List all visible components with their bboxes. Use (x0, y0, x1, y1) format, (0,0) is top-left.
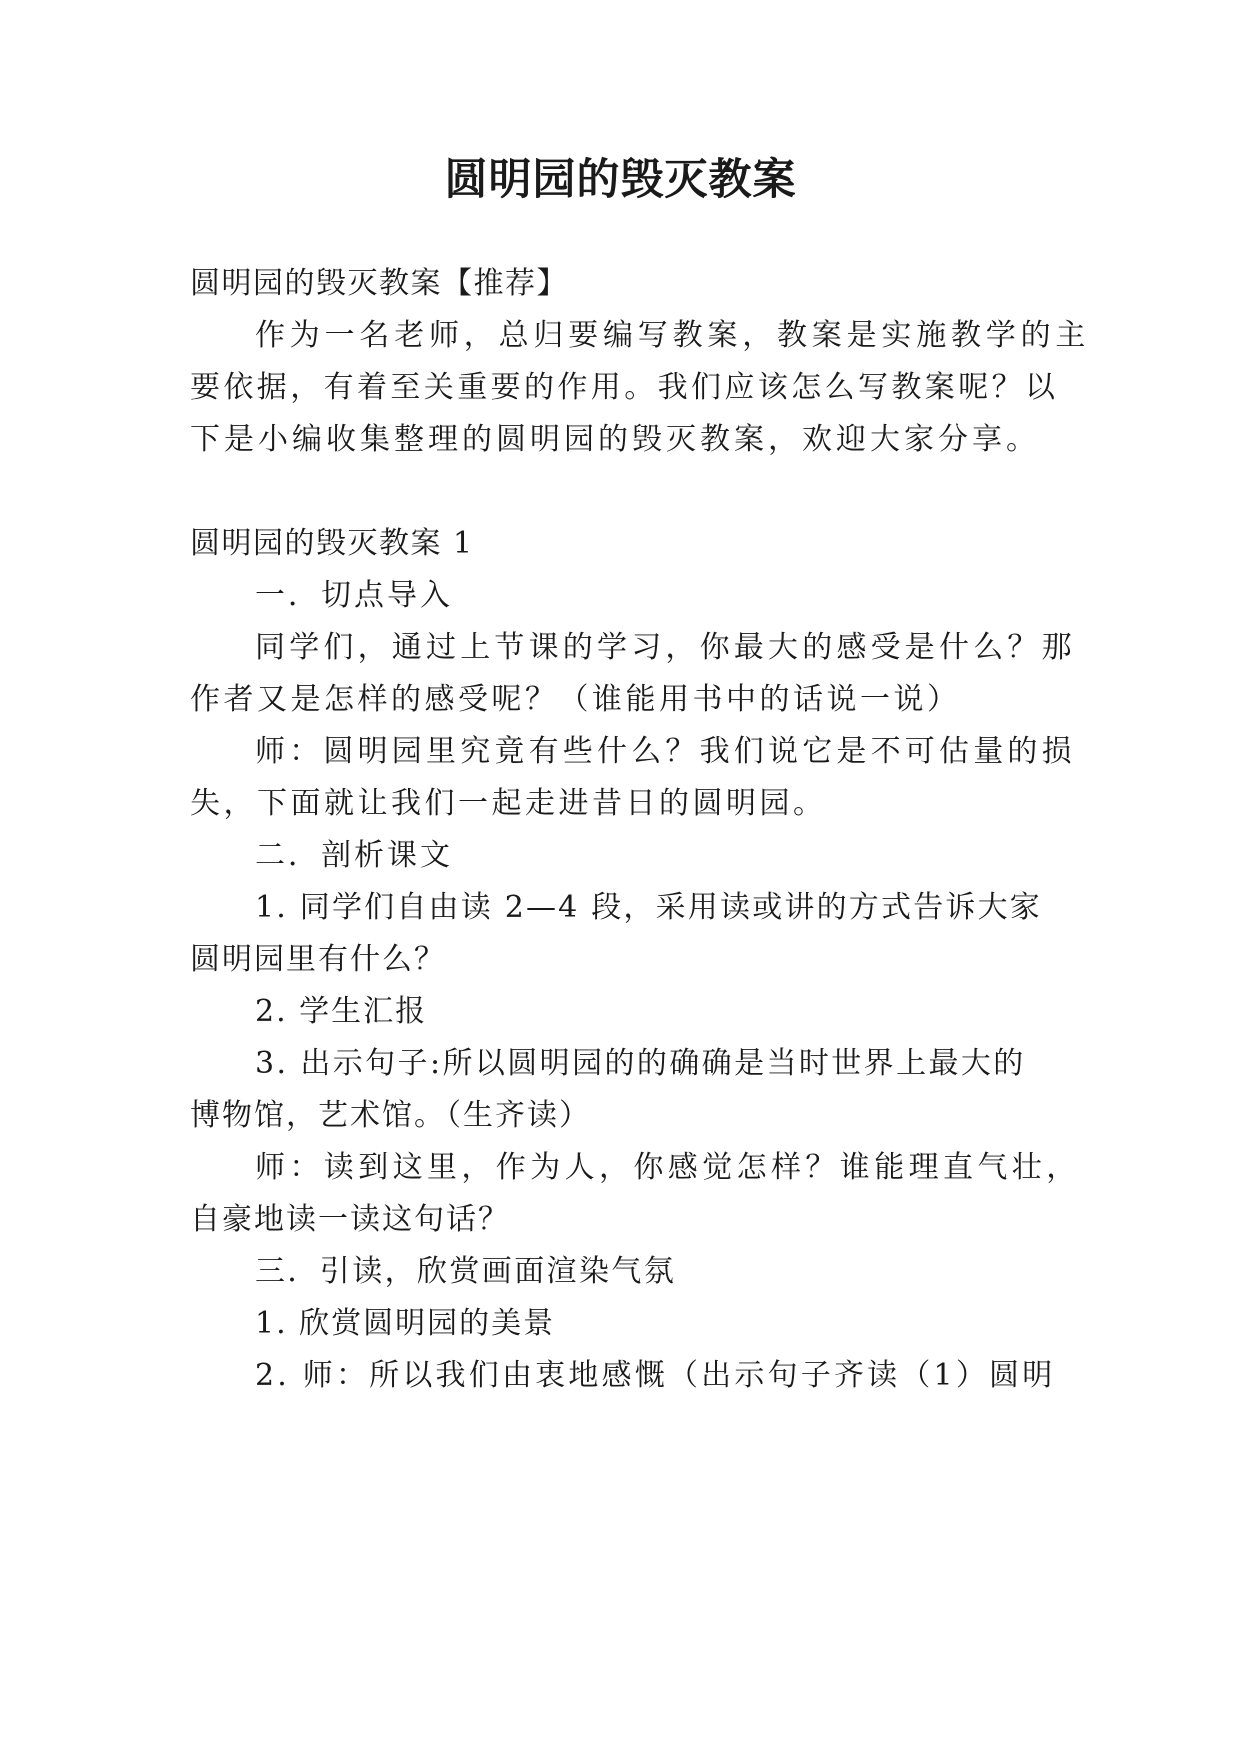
paragraph-line: 要依据，有着至关重要的作用。我们应该怎么写教案呢？以 (190, 370, 1059, 405)
subheading-line: 一．切点导入 (255, 578, 453, 613)
paragraph-line: 作者又是怎样的感受呢？（谁能用书中的话说一说） (190, 682, 961, 717)
paragraph-line: 作为一名老师，总归要编写教案，教案是实施教学的主 (255, 318, 1091, 353)
section-heading: 圆明园的毁灭教案 1 (190, 526, 474, 561)
paragraph-line: 1. 欣赏圆明园的美景 (255, 1306, 556, 1341)
paragraph-line: 1. 同学们自由读 2—4 段，采用读或讲的方式告诉大家 (255, 890, 1043, 925)
document-title: 圆明园的毁灭教案 (444, 155, 797, 205)
paragraph-line: 失，下面就让我们一起走进昔日的圆明园。 (190, 786, 827, 821)
paragraph-line: 同学们，通过上节课的学习，你最大的感受是什么？那 (255, 630, 1076, 665)
paragraph-line: 博物馆，艺术馆。（生齐读） (190, 1098, 591, 1133)
subheading-line: 三．引读，欣赏画面渲染气氛 (255, 1254, 677, 1289)
paragraph-line: 下是小编收集整理的圆明园的毁灭教案，欢迎大家分享。 (190, 422, 1040, 457)
paragraph-line: 师：读到这里，作为人，你感觉怎样？谁能理直气壮， (255, 1150, 1081, 1185)
subtitle-line: 圆明园的毁灭教案【推荐】 (190, 266, 568, 301)
paragraph-line: 2. 师：所以我们由衷地感慨（出示句子齐读（1）圆明 (255, 1358, 1056, 1393)
subheading-line: 二．剖析课文 (255, 838, 453, 873)
paragraph-line: 3. 出示句子:所以圆明园的的确确是当时世界上最大的 (255, 1046, 1026, 1081)
paragraph-line: 师：圆明园里究竟有些什么？我们说它是不可估量的损 (255, 734, 1076, 769)
paragraph-line: 圆明园里有什么？ (190, 942, 446, 977)
paragraph-line: 自豪地读一读这句话？ (190, 1202, 510, 1237)
paragraph-line: 2. 学生汇报 (255, 994, 428, 1029)
